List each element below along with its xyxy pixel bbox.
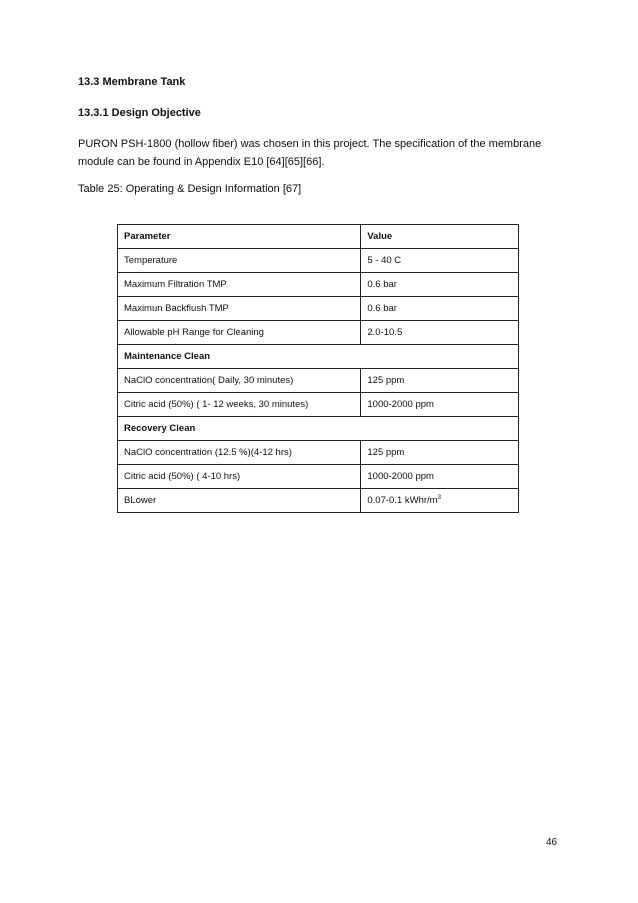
operating-design-table — [117, 224, 519, 513]
recovery-clean-title: Recovery Clean — [118, 417, 519, 441]
table-header-row — [118, 225, 519, 249]
row-value: 1000-2000 ppm — [361, 465, 519, 489]
table-row — [118, 393, 519, 417]
table-caption: Table 25: Operating & Design Information [67] — [78, 183, 302, 195]
row-value: 125 ppm — [361, 369, 519, 393]
table-row — [118, 273, 519, 297]
row-parameter: Citric acid (50%) ( 4-10 hrs) — [118, 465, 361, 489]
row-parameter: Temperature — [118, 249, 361, 273]
table-row — [118, 369, 519, 393]
row-parameter: Citric acid (50%) ( 1- 12 weeks, 30 minutes) — [118, 393, 361, 417]
section-heading: 13.3 Membrane Tank — [78, 76, 186, 88]
blower-value-superscript: 3 — [437, 495, 441, 501]
row-parameter: Maximun Backflush TMP — [118, 297, 361, 321]
subsection-heading: 13.3.1 Design Objective — [78, 107, 201, 119]
header-value: Value — [361, 225, 519, 249]
row-parameter: Allowable pH Range for Cleaning — [118, 321, 361, 345]
row-value: 5 - 40 C — [361, 249, 519, 273]
page-number: 46 — [546, 837, 558, 848]
header-parameter: Parameter — [118, 225, 361, 249]
blower-value-text: 0.07-0.1 kWhr/m — [367, 495, 438, 506]
body-paragraph: PURON PSH-1800 (hollow fiber) was chosen in this project. The specification of the membrane module can be found in Appendix E10 [64][65][66]. — [78, 138, 542, 168]
recovery-clean-header-row — [118, 417, 519, 441]
maintenance-clean-header-row — [118, 345, 519, 369]
table-row — [118, 249, 519, 273]
row-value: 125 ppm — [361, 441, 519, 465]
maintenance-clean-title: Maintenance Clean — [118, 345, 519, 369]
table-row — [118, 465, 519, 489]
row-value — [361, 489, 519, 513]
table-row — [118, 321, 519, 345]
row-parameter: NaClO concentration( Daily, 30 minutes) — [118, 369, 361, 393]
table-row — [118, 441, 519, 465]
row-value: 0.6 bar — [361, 297, 519, 321]
row-value: 2.0-10.5 — [361, 321, 519, 345]
row-parameter: Maximum Filtration TMP — [118, 273, 361, 297]
row-parameter: NaClO concentration (12.5 %)(4-12 hrs) — [118, 441, 361, 465]
table-row — [118, 297, 519, 321]
row-value: 1000-2000 ppm — [361, 393, 519, 417]
table-row — [118, 489, 519, 513]
row-parameter: BLower — [118, 489, 361, 513]
row-value: 0.6 bar — [361, 273, 519, 297]
